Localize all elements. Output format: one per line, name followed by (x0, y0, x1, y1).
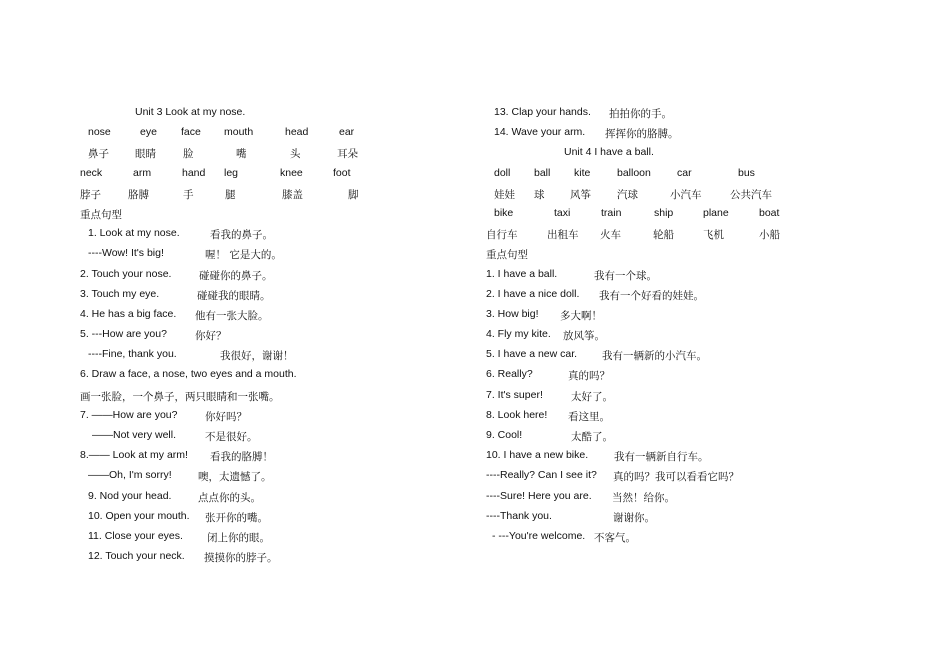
sentence-line (80, 528, 500, 548)
vocab-word: kite (574, 166, 591, 179)
sentence-line (80, 306, 500, 326)
sentence-zh: 放风筝。 (563, 330, 605, 343)
vocab-word: hand (182, 166, 206, 179)
sentence-zh: 张开你的嘴。 (205, 511, 268, 524)
vocab-meaning: 火车 (600, 229, 621, 242)
sentence-zh: 他有一张大脸。 (195, 309, 269, 322)
sentence-zh: 你好？ (195, 330, 227, 343)
sentence-zh: 看我的鼻子。 (210, 229, 273, 242)
sentence-line (486, 467, 906, 487)
sentence-en: ——Not very well. (92, 429, 177, 441)
vocab-meaning: 脸 (183, 148, 194, 161)
sentence-line (486, 266, 906, 286)
sentence-line (486, 104, 906, 124)
sentence-en: 6. Draw a face, a nose, two eyes and a mouth. (80, 368, 297, 381)
vocab-zh-row (486, 185, 906, 205)
sentence-zh: 看这里。 (568, 410, 610, 423)
vocab-meaning: 眼睛 (135, 148, 156, 161)
sentence-zh: 太好了。 (571, 390, 613, 403)
sentence-line (486, 326, 906, 346)
sentence-zh: 点点你的头。 (198, 491, 261, 504)
sentence-zh: 谢谢你。 (613, 511, 655, 524)
sentence-en: 8.—— Look at my arm! (80, 449, 188, 462)
sentence-en: ----Thank you. (486, 509, 552, 522)
vocab-meaning: 飞机 (703, 229, 724, 242)
sentence-line (80, 508, 500, 528)
sentence-en: ----Fine, thank you. (88, 348, 177, 361)
sentence-en: ----Wow! It's big! (88, 247, 164, 260)
vocab-meaning: 汽球 (617, 188, 638, 201)
sentence-en: 12. Touch your neck. (88, 550, 185, 563)
sentence-line (80, 548, 500, 568)
sentence-en: 1. Look at my nose. (88, 227, 180, 240)
vocab-en-row (80, 124, 500, 144)
sentence-line (486, 306, 906, 326)
sentence-line (80, 447, 500, 467)
sentence-en: 3. How big! (486, 307, 539, 320)
vocab-word: eye (140, 126, 157, 139)
vocab-word: ball (534, 166, 551, 179)
unit-title: Unit 3 Look at my nose. (135, 106, 246, 118)
sentence-en: 10. I have a new bike. (486, 449, 589, 462)
sentence-zh: 拍拍你的手。 (609, 108, 672, 120)
vocab-meaning: 球 (534, 188, 545, 201)
sentence-zh: 我很好，谢谢！ (220, 350, 294, 363)
vocab-word: face (181, 126, 201, 139)
unit4-title-line (486, 144, 906, 164)
sentence-zh: 当然！给你。 (612, 491, 675, 504)
sentence-en: 14. Wave your arm. (494, 126, 586, 139)
vocab-meaning: 手 (183, 188, 194, 201)
section-title-line (80, 205, 500, 225)
sentence-line (486, 387, 906, 407)
sentence-zh: 太酷了。 (571, 431, 613, 443)
sentence-zh: 我有一辆新的小汽车。 (602, 350, 707, 363)
unit-title: Unit 4 I have a ball. (564, 146, 654, 159)
sentence-zh: 挥挥你的胳膊。 (605, 128, 679, 141)
sentence-line (486, 488, 906, 508)
sentence-zh: 碰碰我的眼睛。 (197, 289, 271, 302)
vocab-word: balloon (617, 166, 651, 179)
vocab-meaning: 耳朵 (337, 148, 358, 161)
vocab-word: leg (224, 166, 239, 179)
sentence-zh: 闭上你的眼。 (207, 531, 270, 544)
vocab-meaning: 公共汽车 (730, 188, 772, 201)
vocab-meaning: 娃娃 (494, 188, 515, 201)
sentence-line (80, 427, 500, 447)
sentence-line (80, 407, 500, 427)
vocab-meaning: 嘴 (236, 148, 247, 161)
vocab-word: nose (88, 126, 111, 139)
vocab-en-row (80, 165, 500, 185)
sentence-line (486, 286, 906, 306)
sentence-zh: 我有一个好看的娃娃。 (599, 289, 704, 302)
sentence-line (486, 528, 906, 548)
sentence-en: 4. He has a big face. (80, 307, 177, 320)
vocab-meaning: 轮船 (653, 229, 674, 242)
sentence-zh: 摸摸你的脖子。 (204, 552, 278, 565)
vocab-meaning: 自行车 (486, 229, 518, 242)
sentence-line (80, 245, 500, 265)
vocab-word: ear (339, 126, 355, 139)
vocab-meaning: 脚 (348, 188, 359, 201)
sentence-en: 7. It's super! (486, 388, 543, 401)
sentence-line (486, 366, 906, 386)
vocab-word: doll (494, 166, 511, 179)
sentence-line (80, 326, 500, 346)
vocab-meaning: 风筝 (570, 188, 591, 201)
sentence-zh: 看我的胳膊！ (210, 451, 273, 464)
sentence-zh: 我有一个球。 (594, 269, 657, 282)
sentence-line (80, 387, 500, 407)
vocab-word: train (601, 206, 622, 219)
sentence-zh: 多大啊！ (560, 309, 602, 322)
sentence-line (486, 508, 906, 528)
sentence-line (80, 346, 500, 366)
vocab-word: foot (333, 166, 351, 179)
vocab-word: head (285, 126, 309, 139)
sentence-en: ——Oh, I'm sorry! (88, 469, 172, 482)
sentence-en: 10. Open your mouth. (88, 509, 190, 522)
sentence-en: 4. Fly my kite. (486, 328, 551, 341)
sentence-en: 8. Look here! (486, 408, 548, 421)
sentence-line (80, 467, 500, 487)
sentence-zh: 不客气。 (594, 531, 636, 544)
vocab-meaning: 膝盖 (282, 188, 303, 201)
sentence-en: 2. I have a nice doll. (486, 287, 580, 300)
sentence-zh: 喔！ 它是大的。 (205, 249, 282, 262)
sentence-line (486, 124, 906, 144)
vocab-en-row (486, 165, 906, 185)
sentence-en: 11. Close your eyes. (88, 529, 183, 542)
vocab-en-row (486, 205, 906, 225)
sentence-line (80, 488, 500, 508)
sentence-line (486, 427, 906, 447)
sentence-zh: 画一张脸，一个鼻子，两只眼睛和一张嘴。 (80, 390, 280, 403)
sentence-line (80, 366, 500, 386)
sentence-zh: 我有一辆新自行车。 (614, 451, 709, 464)
sentence-en: 7. ——How are you? (80, 408, 178, 421)
vocab-word: mouth (224, 126, 254, 139)
vocab-zh-row (80, 144, 500, 164)
vocab-word: neck (80, 166, 103, 179)
sentence-en: 13. Clap your hands. (494, 106, 591, 118)
sentence-line (486, 447, 906, 467)
sentence-en: 9. Nod your head. (88, 489, 172, 502)
sentence-en: ----Sure! Here you are. (486, 489, 592, 502)
vocab-zh-row (486, 225, 906, 245)
vocab-meaning: 腿 (225, 188, 236, 201)
unit3-title-line (80, 104, 500, 124)
vocab-meaning: 小船 (759, 229, 780, 242)
sentence-en: 5. I have a new car. (486, 348, 578, 361)
vocab-word: taxi (554, 206, 571, 219)
sentence-zh: 噢，太遗憾了。 (198, 471, 272, 484)
sentence-line (486, 346, 906, 366)
vocab-meaning: 脖子 (80, 188, 101, 201)
vocab-meaning: 胳膊 (128, 188, 149, 201)
vocab-meaning: 小汽车 (670, 188, 702, 201)
sentence-line (80, 225, 500, 245)
sentence-en: ----Really? Can I see it? (486, 469, 597, 482)
vocab-word: bike (494, 206, 514, 219)
sentence-zh: 真的吗？ (568, 370, 610, 383)
sentence-en: 6. Really? (486, 368, 533, 381)
sentence-line (80, 266, 500, 286)
vocab-word: car (677, 166, 692, 179)
sentence-en: 1. I have a ball. (486, 267, 558, 280)
sentence-line (486, 407, 906, 427)
vocab-word: arm (133, 166, 152, 179)
sentence-en: - ---You're welcome. (492, 529, 586, 542)
vocab-word: bus (738, 166, 755, 179)
sentence-zh: 你好吗？ (205, 410, 247, 423)
section-title: 重点句型 (486, 249, 528, 262)
sentence-en: 3. Touch my eye. (80, 287, 160, 300)
sentence-line (80, 286, 500, 306)
vocab-word: plane (703, 206, 729, 219)
vocab-meaning: 头 (290, 148, 301, 161)
vocab-word: knee (280, 166, 303, 179)
sentence-zh: 真的吗？我可以看看它吗？ (613, 471, 739, 484)
vocab-word: boat (759, 206, 780, 219)
sentence-en: 5. ---How are you? (80, 328, 167, 341)
sentence-en: 9. Cool! (486, 429, 523, 441)
section-title-line (486, 245, 906, 265)
sentence-zh: 碰碰你的鼻子。 (199, 269, 273, 282)
vocab-meaning: 鼻子 (88, 148, 109, 161)
vocab-word: ship (654, 206, 674, 219)
right-column (486, 104, 906, 548)
sentence-en: 2. Touch your nose. (80, 267, 172, 280)
vocab-meaning: 出租车 (547, 229, 579, 242)
vocab-zh-row (80, 185, 500, 205)
left-column (80, 104, 500, 568)
sentence-zh: 不是很好。 (205, 431, 258, 443)
section-title: 重点句型 (80, 208, 122, 221)
